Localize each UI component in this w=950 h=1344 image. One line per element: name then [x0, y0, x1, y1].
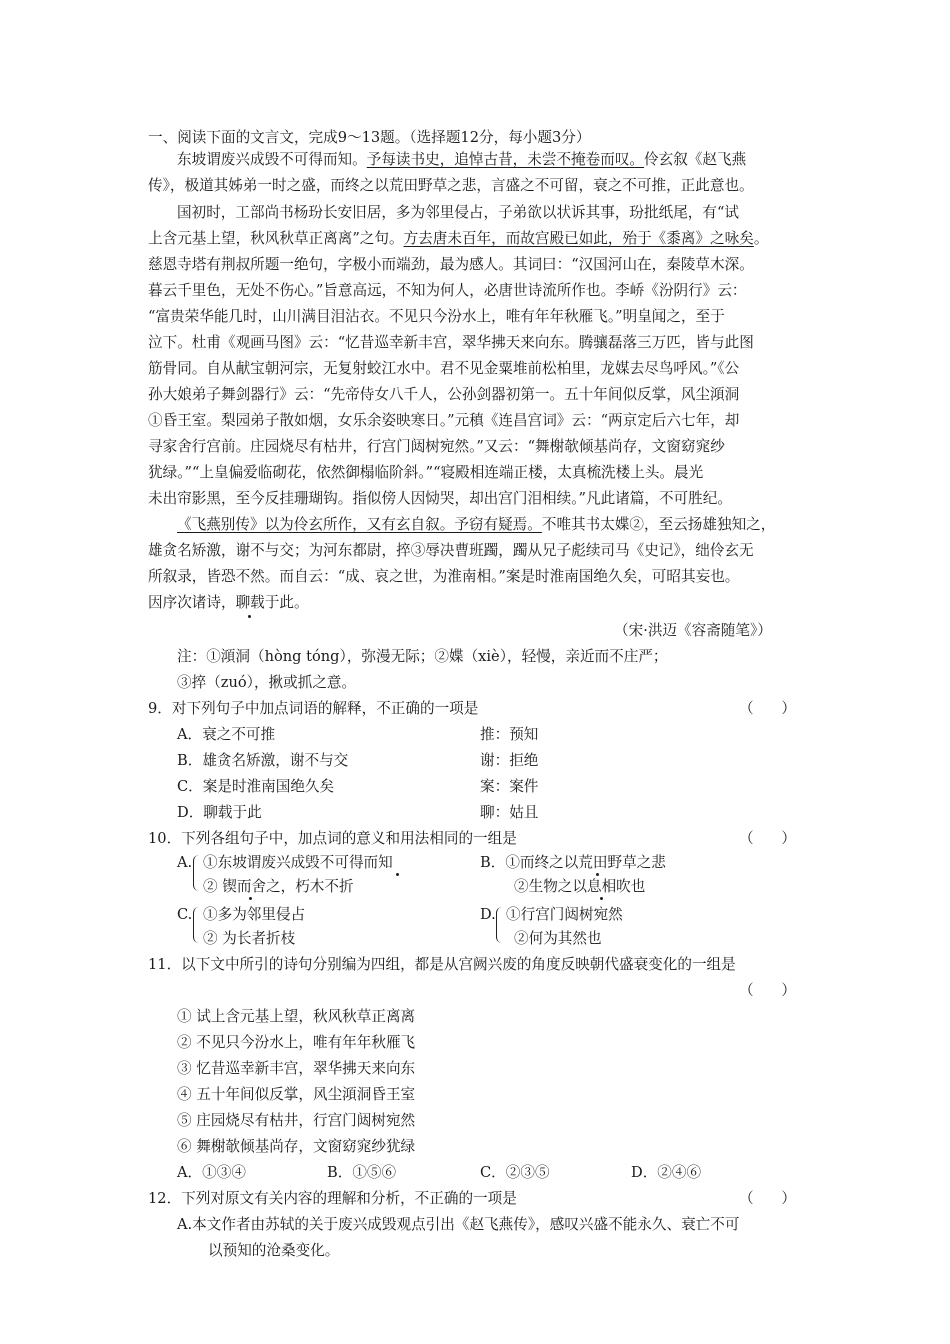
passage-line: 寻家舍行宫前。庄园烧尽有枯井，行宫门闼树宛然。”又云：“舞榭欹倾基尚存，文窗窈窕纱 — [148, 438, 725, 455]
q9-option-gloss: 聊：姑且 — [480, 804, 539, 821]
emphasis-dot — [596, 873, 599, 876]
q11-item: ⑤ 庄园烧尽有枯井，行宫门闼树宛然 — [177, 1112, 416, 1129]
brace-icon — [193, 855, 202, 891]
underlined-sentence: 方去唐未百年，而故宫殿已如此，殆于《黍离》之咏矣 — [403, 230, 754, 247]
footnote: 注：①澒洞（hòng tóng），弥漫无际；②媟（xiè），轻慢，亲近而不庄严； — [177, 648, 668, 665]
brace-icon — [496, 907, 505, 943]
passage-line: 未出帘影黑，至今反挂珊瑚钩。指似傍人因恸哭，却出宫门泪相续。”凡此诸篇，不可胜纪。 — [148, 490, 732, 507]
q9-option: D．聊载于此 — [177, 804, 262, 821]
q9-option: B．雄贪名矫激，谢不与交 — [177, 752, 349, 769]
q11-item: ① 试上含元基上望，秋风秋草正离离 — [177, 1008, 416, 1025]
q12-option: A.本文作者由苏轼的关于废兴成毁观点引出《赵飞燕传》，感叹兴盛不能永久、衰亡不可 — [177, 1216, 740, 1233]
passage-line: 慈恩寺塔有荆叔所题一绝句，字极小而端劲，最为感人。其词曰：“汉国河山在，秦陵草木深。 — [148, 256, 754, 273]
passage-line: 《飞燕别传》以为伶玄所作，又有玄自叙。予窃有疑焉。不唯其书太媟②，至云扬雄独知之， — [177, 516, 776, 533]
emphasis-dot — [396, 873, 399, 876]
q9-option: A．衰之不可推 — [177, 726, 276, 743]
q10-option-label: D. — [480, 906, 496, 923]
passage-source: （宋·洪迈《容斋随笔》） — [614, 622, 772, 639]
emphasis-dot — [249, 897, 252, 900]
passage-line: 泣下。杜甫《观画马图》云：“忆昔巡幸新丰宫，翠华拂天来向东。腾骧磊落三万匹，皆与此图 — [148, 334, 754, 351]
section-heading: 一、阅读下面的文言文，完成9～13题。（选择题12分，每小题3分） — [148, 129, 591, 146]
brace-icon — [193, 907, 202, 943]
q10-option: ② 为长者折枝 — [203, 930, 296, 947]
q10-option-label: A. — [177, 854, 193, 871]
underlined-sentence: 予每读书史，追悼古昔，未尝不掩卷而叹。 — [366, 151, 645, 168]
passage-line: 国初时，工部尚书杨玢长安旧居，多为邻里侵占，子弟欲以状诉其事，玢批纸尾，有“试 — [177, 204, 740, 221]
q11-choice: D．②④⑥ — [631, 1164, 702, 1181]
passage-line: ①昏王室。梨园弟子散如烟，女乐余姿映寒日。”元稹《连昌宫词》云：“两京定后六七年，却 — [148, 412, 740, 429]
passage-line: 所叙录，皆恐不然。而自云：“成、哀之世，为淮南相。”案是时淮南国绝久矣，可昭其妄也。 — [148, 568, 740, 585]
q10-option: ①多为邻里侵占 — [203, 906, 306, 923]
answer-blank: （ ） — [739, 700, 797, 717]
q11-choice: A．①③④ — [177, 1164, 246, 1181]
underlined-sentence: 《飞燕别传》以为伶玄所作，又有玄自叙。予窃有疑焉。 — [177, 516, 542, 533]
passage-line: 筋骨同。自从献宝朝河宗，无复射蛟江水中。君不见金粟堆前松柏里，龙媒去尽鸟呼风。”《公 — [148, 360, 740, 377]
passage-line: 暮云千里色，无处不伤心。”旨意高远，不知为何人，必唐世诗流所作也。李峤《汾阴行》云： — [148, 282, 747, 299]
footnote: ③捽（zuó），揪或抓之意。 — [177, 674, 357, 691]
question-10-stem: 10．下列各组句子中，加点词的意义和用法相同的一组是 — [148, 830, 517, 847]
q11-item: ② 不见只今汾水上，唯有年年秋雁飞 — [177, 1034, 416, 1051]
q10-option: ②何为其然也 — [514, 930, 602, 947]
q11-item: ④ 五十年间似反掌，风尘澒洞昏王室 — [177, 1086, 416, 1103]
q10-option-label: C. — [177, 906, 193, 923]
emphasis-dot — [248, 615, 251, 618]
q11-choice: B．①⑤⑥ — [327, 1164, 397, 1181]
q11-choice: C．②③⑤ — [480, 1164, 550, 1181]
question-12-stem: 12．下列对原文有关内容的理解和分析，不正确的一项是 — [148, 1190, 517, 1207]
q9-option-gloss: 谢：拒绝 — [480, 752, 539, 769]
q11-item: ⑥ 舞榭欹倾基尚存，文窗窈窕纱犹绿 — [177, 1138, 416, 1155]
q12-option: 以预知的沧桑变化。 — [208, 1242, 340, 1259]
emphasis-dot — [600, 897, 603, 900]
q11-item: ③ 忆昔巡幸新丰宫，翠华拂天来向东 — [177, 1060, 416, 1077]
q10-option: ② 锲而舍之，朽木不折 — [203, 878, 354, 895]
q9-option-gloss: 案：案件 — [480, 778, 539, 795]
passage-line: 犹绿。”“上皇偏爱临砌花，依然御榻临阶斜。”“寝殿相连端正楼，太真梳洗楼上头。晨光 — [148, 464, 704, 481]
passage-line: 上含元基上望，秋风秋草正离离”之句。方去唐未百年，而故宫殿已如此，殆于《黍离》之咏矣。 — [148, 230, 769, 247]
q10-option: ①东坡谓废兴成毁不可得而知 — [203, 854, 393, 871]
answer-blank: （ ） — [739, 1190, 797, 1207]
passage-line: 传》，极道其姊弟一时之盛，而终之以荒田野草之悲，言盛之不可留，衰之不可推，正此意也。 — [148, 177, 754, 194]
answer-blank: （ ） — [739, 830, 797, 847]
answer-blank: （ ） — [739, 982, 797, 999]
q9-option-gloss: 推：预知 — [480, 726, 539, 743]
q10-option: ①行宫门闼树宛然 — [506, 906, 623, 923]
passage-line: 孙大娘弟子舞剑器行》云：“先帝侍女八千人，公孙剑器初第一。五十年间似反掌，风尘澒洞 — [148, 386, 740, 403]
q10-option: B．①而终之以荒田野草之悲 — [480, 854, 666, 871]
question-9-stem: 9．对下列句子中加点词语的解释，不正确的一项是 — [148, 700, 479, 717]
q9-option: C．案是时淮南国绝久矣 — [177, 778, 335, 795]
passage-line: 因序次诸诗，聊载于此。 — [148, 594, 309, 611]
passage-line: 东坡谓废兴成毁不可得而知。予每读书史，追悼古昔，未尝不掩卷而叹。伶玄叙《赵飞燕 — [177, 151, 747, 168]
passage-line: “富贵荣华能几时，山川满目泪沾衣。不见只今汾水上，唯有年年秋雁飞。”明皇闻之，至于 — [148, 308, 725, 325]
passage-line: 雄贪名矫激，谢不与交；为河东都尉，捽③辱决曹班躅，躅从兄子彪续司马《史记》，绌伶玄无 — [148, 542, 754, 559]
question-11-stem: 11．以下文中所引的诗句分别编为四组，都是从宫阙兴废的角度反映朝代盛衰变化的一组是 — [148, 956, 736, 973]
q10-option: ②生物之以息相吹也 — [514, 878, 646, 895]
